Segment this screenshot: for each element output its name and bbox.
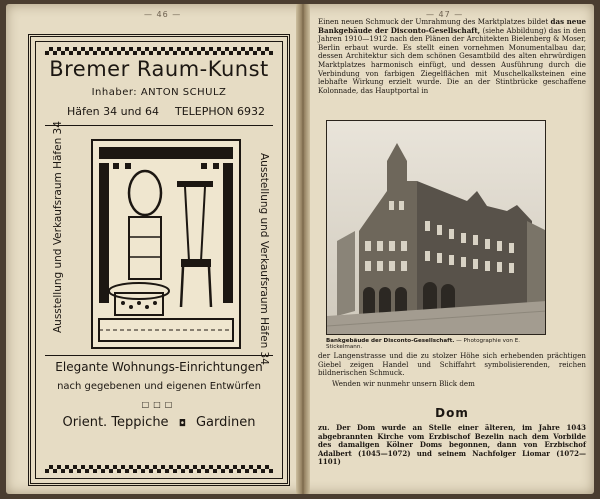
intro-text-rest: (siehe Abbildung) das in den Jahren 1910—1912 nach den Plänen der Architekten Bielenberg & Moser, Berlin erbaut wurde. Es stellt einen vornehmen Monumentalbau dar, dessen Architektur sich dem schönen Gesamtbild des alten ehrwürdigen Marktplatzes harmonisch einfügt, und dessen Ausführung durch die Verbindung von farbigen Ziegelflächen mit Muschelkalksteinen eine lebhafte Wirkung erzielt wurde. Die an der Stintbrücke geschaffene Kolonnade, das Hauptportal in (318, 25, 586, 95)
ad-slogan: Elegante Wohnungs-Einrichtungen (55, 360, 263, 374)
caption-credit: — Photographie von E. Stickelmann. (326, 338, 521, 350)
bank-building-photo (326, 120, 546, 335)
page-number-right: — 47 — (426, 10, 464, 19)
interior-drawing (93, 141, 239, 347)
intro-text-start: Einen neuen Schmuck der Umrahmung des Marktplatzes bildet (318, 17, 551, 26)
ad-product-separator: ◘ (178, 419, 186, 429)
ad-border-bottom-pattern (45, 465, 273, 473)
body-paragraph-2 (318, 352, 586, 388)
section-heading-dom: Dom (435, 406, 469, 420)
ad-ornament: □□□ (141, 400, 177, 409)
ad-product-carpets: Orient. Teppiche (62, 415, 169, 430)
building-drawing (327, 121, 546, 335)
body-paragraph-2-text: der Langenstrasse und die zu stolzer Höhe sich erhebenden prächtigen Giebel zeigen Handel und Schiffahrt symbolisierenden, reichen bildnerischen Schmuck. (318, 351, 586, 378)
ad-title: Bremer Raum-Kunst (49, 57, 269, 81)
ad-owner: Inhaber: ANTON SCHULZ (91, 87, 227, 98)
photo-caption (326, 338, 556, 350)
page-number-left: — 46 — (144, 10, 182, 19)
dom-paragraph: zu. Der Dom wurde an Stelle einer älteren, im Jahre 1043 abgebrannten Kirche vom Erzbischof Bezelin nach dem Vorbilde des damaligen Kölner Doms begonnen, dann von Erzbischof Adalbert (1045—1072) und seinem Nachfolger Liomar (1072—1101) (318, 423, 586, 467)
caption-title: Bankgebäude der Disconto-Gesellschaft. (326, 338, 455, 344)
open-book (6, 4, 594, 494)
intro-paragraph (318, 18, 586, 95)
ad-divider (45, 355, 273, 356)
ad-products (31, 415, 287, 430)
ad-phone: TELEPHON 6932 (174, 105, 265, 118)
ad-address: Häfen 34 und 64 (67, 105, 160, 118)
advertisement (28, 34, 290, 486)
ad-side-text-right: Ausstellung und Verkaufsraum Häfen 34 (258, 153, 270, 365)
ad-product-curtains: Gardinen (195, 415, 256, 430)
ad-border-top-pattern (45, 47, 273, 55)
interior-illustration (91, 139, 241, 349)
ad-subline: nach gegebenen und eigenen Entwürfen (57, 381, 261, 392)
ad-divider (45, 125, 273, 126)
intro-bold-text: das neue Bankgebäude der Disconto-Gesellschaft, (318, 17, 586, 35)
book-spine (296, 4, 310, 494)
transition-line: Wenden wir nunmehr unsern Blick dem (332, 378, 475, 388)
ad-side-text-left: Ausstellung und Verkaufsraum Häfen 34 (52, 121, 64, 333)
